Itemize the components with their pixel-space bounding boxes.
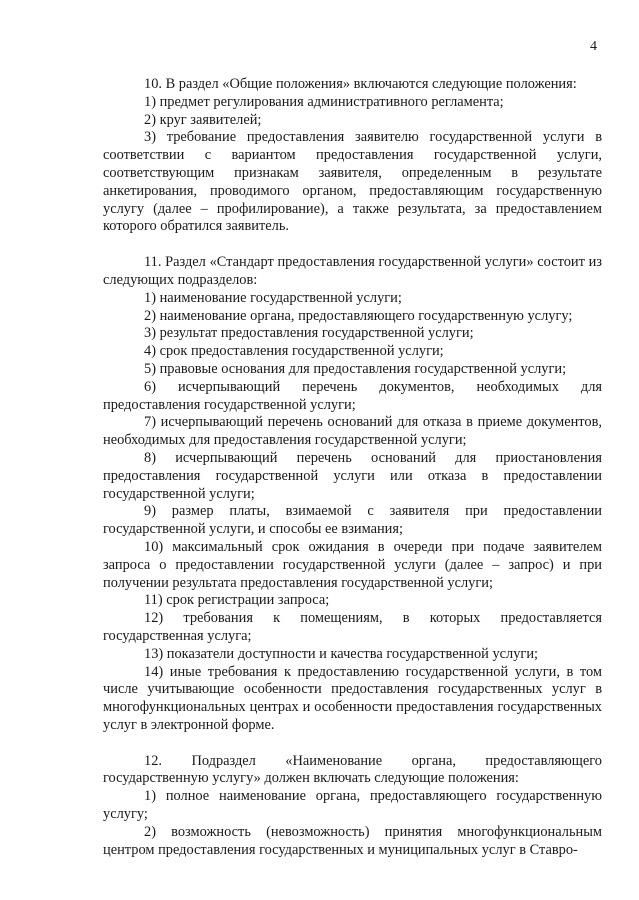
section-11-item-4: 4) срок предоставления государственной услуги; <box>144 343 444 360</box>
section-11-item-1: 1) наименование государственной услуги; <box>144 289 402 306</box>
section-12-item-2: 2) возможность (невозможность) принятия многофункциональным центром предоставления государственных и муниципальных услуг в Ставро- <box>103 823 602 858</box>
section-11-item-6: 6) исчерпывающий перечень документов, необходимых для предоставления государственной услуги; <box>103 378 602 413</box>
document-body <box>103 76 602 859</box>
section-11-intro: 11. Раздел «Стандарт предоставления государственной услуги» состоит из следующих подразделов: <box>103 254 602 288</box>
section-11-item-9: 9) размер платы, взимаемой с заявителя при предоставлении государственной услуги, и способы ее взимания; <box>103 503 602 538</box>
section-11-item-13: 13) показатели доступности и качества государственной услуги; <box>144 645 539 662</box>
section-11-item-12: 12) требования к помещениям, в которых предоставляется государственная услуга; <box>103 610 602 644</box>
section-12-item-1: 1) полное наименование органа, предоставляющего государственную услугу; <box>103 788 602 823</box>
section-11-item-7: 7) исчерпывающий перечень оснований для отказа в приеме документов, необходимых для предоставления государственной услуги; <box>103 414 602 449</box>
section-10-item-2: 2) круг заявителей; <box>144 111 262 128</box>
section-11 <box>103 254 602 735</box>
section-11-item-2: 2) наименование органа, предоставляющего государственную услугу; <box>144 307 573 324</box>
section-10-intro: 10. В раздел «Общие положения» включаются следующие положения: <box>144 76 577 92</box>
section-11-item-11: 11) срок регистрации запроса; <box>144 592 330 609</box>
section-11-item-10: 10) максимальный срок ожидания в очереди при подаче заявителем запроса о предоставлении государственной услуги (далее – запрос) и при получении результата предоставления государственной услуги; <box>103 538 602 591</box>
section-12-intro: 12. Подраздел «Наименование органа, предоставляющего государственную услугу» должен включать следующие положения: <box>103 752 602 787</box>
section-gap <box>103 236 602 254</box>
section-11-item-8: 8) исчерпывающий перечень оснований для приостановления предоставления государственной услуги или отказа в предоставлении государственной услуги; <box>103 449 602 502</box>
section-12 <box>103 753 602 860</box>
section-gap <box>103 735 602 753</box>
section-11-item-3: 3) результат предоставления государственной услуги; <box>144 325 474 342</box>
section-10 <box>103 76 602 236</box>
section-11-item-14: 14) иные требования к предоставлению государственной услуги, в том числе учитывающие особенности предоставления государственных услуг в многофункциональных центрах и особенности предоставления государственных услуг в электронной форме. <box>103 663 602 733</box>
page-number: 4 <box>590 39 597 54</box>
section-10-item-3: 3) требование предоставления заявителю государственной услуги в соответствии с вариантом предоставления государственной услуги, соответствующим признакам заявителя, определенным в результате анкетирования, проводимого органом, предоставляющим государственную услугу (далее – профилирование), а также результата, за предоставлением которого обратился заявитель. <box>103 129 602 235</box>
section-10-item-1: 1) предмет регулирования административного регламента; <box>144 93 504 110</box>
section-11-item-5: 5) правовые основания для предоставления государственной услуги; <box>144 360 567 377</box>
